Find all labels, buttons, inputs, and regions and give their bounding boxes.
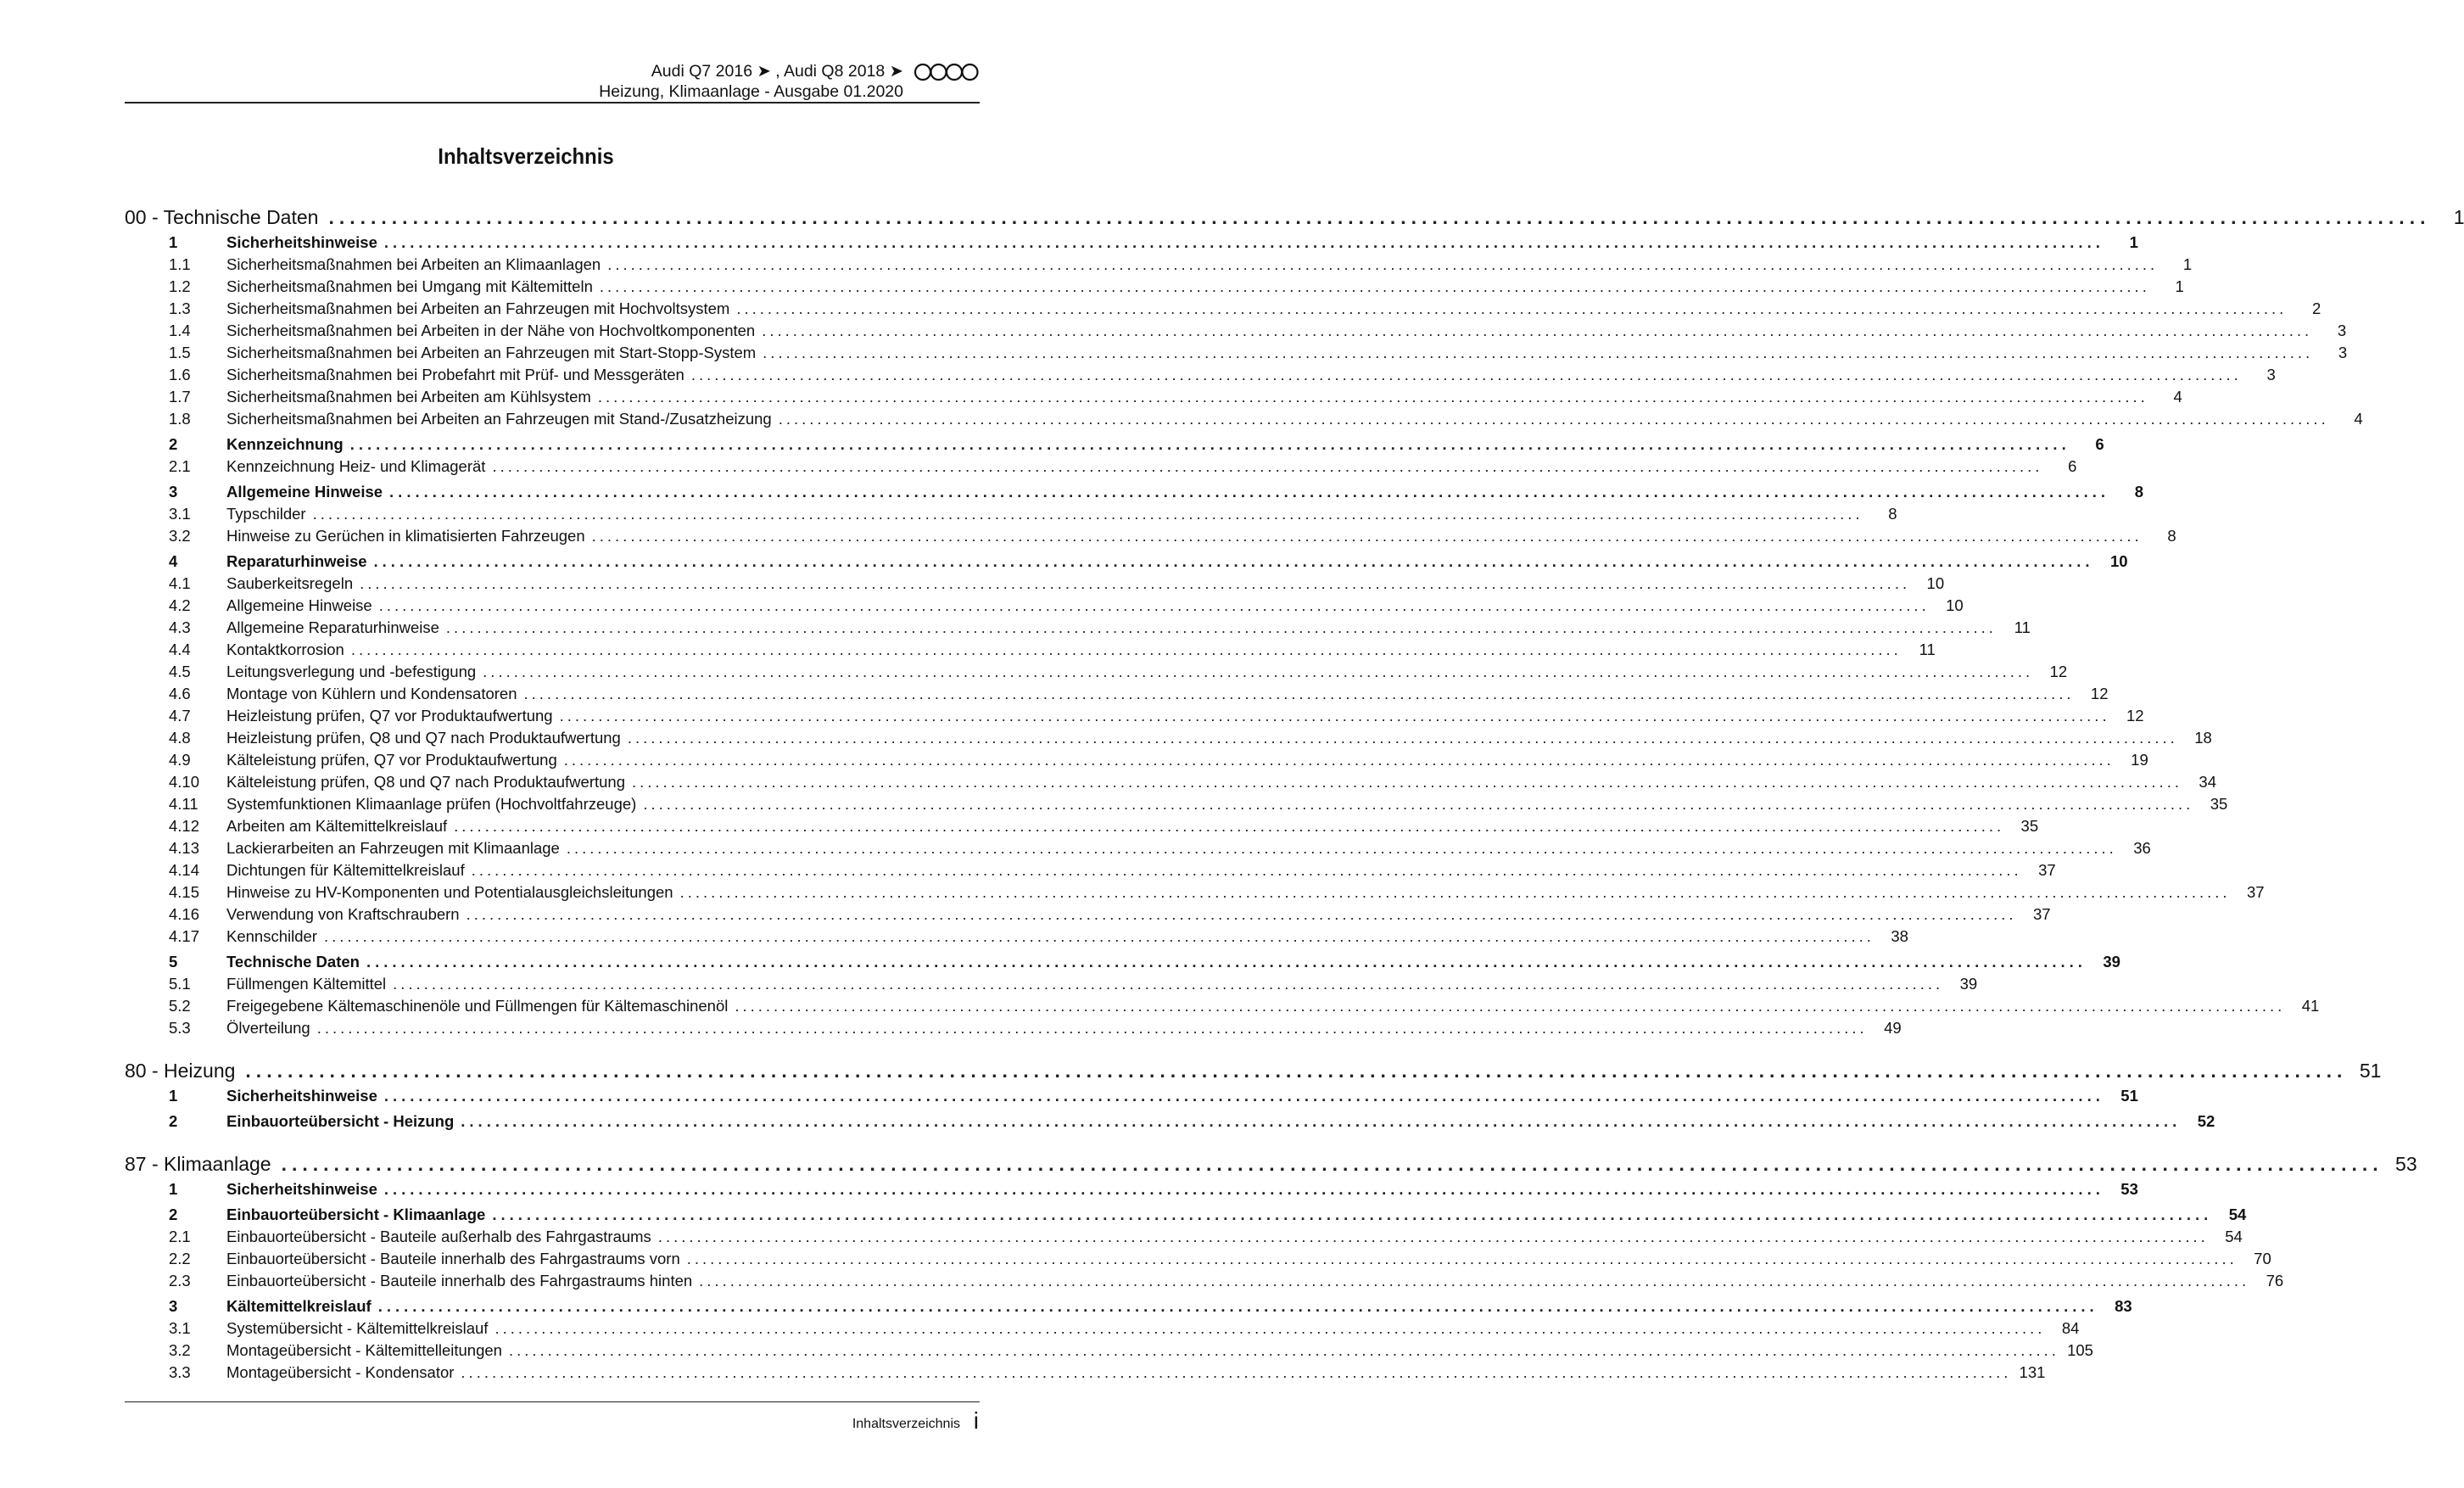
toc-section-row[interactable]: [125, 552, 2128, 574]
toc-entry-number: 4.2: [169, 596, 191, 614]
toc-page-number: 37: [2033, 905, 2051, 923]
toc-subsection-row[interactable]: [125, 457, 2077, 479]
toc-subsection-row[interactable]: [125, 1272, 2284, 1294]
toc-entry-title: Sicherheitshinweise: [226, 1087, 377, 1105]
toc-dot-leader: ........................................................................................................................................................................................................: [494, 1319, 2046, 1337]
toc-dot-leader: ........................................................................................................................................................................................................: [445, 618, 1997, 636]
toc-entry-title: Sicherheitsmaßnahmen bei Arbeiten an Fahrzeugen mit Stand-/Zusatzheizung: [226, 410, 772, 428]
toc-entry-number: 4.6: [169, 685, 191, 702]
toc-entry-number: 4.12: [169, 817, 200, 835]
toc-entry-number: 1.2: [169, 277, 191, 295]
toc-dot-leader: ........................................................................................................................................................................................................: [471, 861, 2022, 879]
toc-subsection-row[interactable]: [125, 883, 2265, 905]
toc-dot-leader: ........................................................................................................................................................................................................: [377, 1297, 2098, 1315]
toc-dot-leader: ........................................................................................................................................................................................................: [378, 596, 1930, 614]
toc-subsection-row[interactable]: [125, 527, 2176, 549]
toc-section-row[interactable]: [125, 953, 2120, 975]
toc-page-number: 51: [2359, 1060, 2382, 1082]
toc-subsection-row[interactable]: [125, 596, 1964, 618]
toc-subsection-row[interactable]: [125, 574, 1945, 596]
toc-subsection-row[interactable]: [125, 795, 2228, 817]
toc-page-number: 54: [2225, 1228, 2243, 1245]
toc-entry-title: Kältemittelkreislauf: [226, 1297, 372, 1315]
toc-subsection-row[interactable]: [125, 277, 2184, 299]
toc-entry-number: 1.4: [169, 322, 191, 339]
toc-page-number: 4: [2173, 388, 2182, 406]
toc-page-number: 8: [1888, 505, 1897, 523]
toc-page-number: 11: [2014, 618, 2031, 636]
toc-page-number: 34: [2199, 773, 2216, 791]
toc-entry-number: 4.15: [169, 883, 200, 901]
toc-dot-leader: ........................................................................................................................................................................................................: [686, 1250, 2238, 1267]
toc-entry-title: Hinweise zu Gerüchen in klimatisierten Fahrzeugen: [226, 527, 585, 545]
toc-dot-leader: ........................................................................................................................................................................................................: [599, 277, 2150, 295]
toc-subsection-row[interactable]: [125, 322, 2347, 344]
toc-page-number: 1: [2129, 233, 2138, 251]
toc-entry-title: Montageübersicht - Kondensator: [226, 1363, 455, 1381]
toc-dot-leader: ........................................................................................................................................................................................................: [690, 366, 2242, 383]
toc-entry-number: 2.1: [169, 457, 191, 475]
toc-subsection-row[interactable]: [125, 505, 1897, 527]
toc-entry-number: 1: [169, 1087, 178, 1105]
toc-page-number: 76: [2266, 1272, 2284, 1289]
toc-page-number: 53: [2120, 1180, 2138, 1198]
toc-subsection-row[interactable]: [125, 729, 2212, 751]
toc-entry-title: Allgemeine Hinweise: [226, 596, 372, 614]
toc-entry-title: Sicherheitsmaßnahmen bei Umgang mit Kältemitteln: [226, 277, 593, 295]
toc-subsection-row[interactable]: [125, 927, 1908, 949]
toc-entry-title: Kennschilder: [226, 927, 317, 945]
footer-label: Inhaltsverzeichnis: [852, 1417, 960, 1431]
toc-entry-title: Einbauorteübersicht - Bauteile innerhalb des Fahrgastraums vorn: [226, 1250, 680, 1267]
toc-entry-title: Montageübersicht - Kältemittelleitungen: [226, 1341, 502, 1359]
toc-chapter-row[interactable]: [125, 1060, 2382, 1083]
toc-dot-leader: ........................................................................................................................................................................................................: [349, 435, 2070, 453]
toc-page-number: 36: [2133, 839, 2151, 857]
toc-subsection-row[interactable]: [125, 388, 2182, 410]
page-title: Inhaltsverzeichnis: [438, 143, 614, 169]
toc-entry-title: Montage von Kühlern und Kondensatoren: [226, 685, 517, 702]
toc-entry-title: Freigegebene Kältemaschinenöle und Füllmengen für Kältemaschinenöl: [226, 997, 729, 1015]
toc-dot-leader: ........................................................................................................................................................................................................: [383, 1087, 2104, 1105]
toc-entry-title: Sicherheitshinweise: [226, 1180, 377, 1198]
toc-entry-number: 3: [169, 1297, 178, 1315]
toc-entry-number: 5.2: [169, 997, 191, 1015]
header-vehicle-models: Audi Q7 2016 ➤ , Audi Q8 2018 ➤: [651, 62, 903, 81]
toc-dot-leader: ........................................................................................................................................................................................................: [778, 410, 2329, 428]
toc-subsection-row[interactable]: [125, 975, 1978, 997]
toc-page-number: 8: [2167, 527, 2176, 545]
toc-section-row[interactable]: [125, 1297, 2132, 1319]
toc-page-number: 19: [2131, 751, 2148, 769]
toc-section-row[interactable]: [125, 1112, 2215, 1134]
toc-page-number: 8: [2134, 483, 2144, 501]
toc-subsection-row[interactable]: [125, 817, 2039, 839]
toc-entry-title: Sicherheitshinweise: [226, 233, 377, 251]
toc-page-number: 3: [2337, 322, 2347, 339]
header-manual-edition: Heizung, Klimaanlage - Ausgabe 01.2020: [599, 82, 903, 101]
toc-entry-title: Füllmengen Kältemittel: [226, 975, 387, 993]
toc-subsection-row[interactable]: [125, 861, 2056, 883]
toc-page-number: 35: [2210, 795, 2228, 813]
toc-dot-leader: ........................................................................................................................................................................................................: [383, 233, 2104, 251]
toc-entry-title: Einbauorteübersicht - Bauteile außerhalb des Fahrgastraums: [226, 1228, 651, 1245]
toc-page-number: 53: [2395, 1153, 2417, 1175]
toc-subsection-row[interactable]: [125, 410, 2363, 432]
toc-entry-title: Systemfunktionen Klimaanlage prüfen (Hochvoltfahrzeuge): [226, 795, 637, 813]
toc-entry-title: Leitungsverlegung und -befestigung: [226, 663, 477, 680]
toc-dot-leader: ........................................................................................................................................................................................................: [389, 483, 2110, 501]
toc-dot-leader: ........................................................................................................................................................................................................: [366, 953, 2087, 971]
toc-dot-leader: ........................................................................................................................................................................................................: [323, 927, 1875, 945]
toc-dot-leader: ........................................................................................................................................................................................................: [597, 388, 2148, 406]
toc-entry-title: Einbauorteübersicht - Bauteile innerhalb des Fahrgastraums hinten: [226, 1272, 693, 1289]
toc-section-row[interactable]: [125, 1206, 2247, 1228]
toc-dot-leader: ........................................................................................................................................................................................................: [559, 707, 2110, 724]
toc-entry-title: Lackierarbeiten an Fahrzeugen mit Klimaanlage: [226, 839, 560, 857]
toc-subsection-row[interactable]: [125, 707, 2144, 729]
toc-dot-leader: ........................................................................................................................................................................................................: [735, 997, 2286, 1015]
toc-page-number: 6: [2068, 457, 2077, 475]
audi-rings-logo-icon: [914, 63, 980, 81]
toc-dot-leader: ........................................................................................................................................................................................................: [763, 344, 2314, 361]
toc-entry-title: Hinweise zu HV-Komponenten und Potentialausgleichsleitungen: [226, 883, 673, 901]
toc-dot-leader: ........................................................................................................................................................................................................: [461, 1363, 2012, 1381]
toc-entry-title: Systemübersicht - Kältemittelkreislauf: [226, 1319, 489, 1337]
toc-entry-title: Sicherheitsmaßnahmen bei Arbeiten an Fahrzeugen mit Hochvoltsystem: [226, 299, 730, 317]
toc-subsection-row[interactable]: [125, 1250, 2271, 1272]
toc-entry-number: 3: [169, 483, 178, 501]
toc-page-number: 49: [1884, 1019, 1902, 1037]
toc-entry-title: Typschilder: [226, 505, 306, 523]
toc-entry-title: Technische Daten: [226, 953, 360, 971]
toc-dot-leader: ........................................................................................................................................................................................................: [679, 883, 2231, 901]
toc-entry-title: Ölverteilung: [226, 1019, 310, 1037]
toc-dot-leader: ........................................................................................................................................................................................................: [643, 795, 2194, 813]
toc-page-number: 105: [2067, 1341, 2093, 1359]
toc-entry-number: 5.3: [169, 1019, 191, 1037]
toc-page-number: 10: [1926, 574, 1945, 592]
toc-dot-leader: ........................................................................................................................................................................................................: [393, 975, 1944, 993]
toc-dot-leader: ........................................................................................................................................................................................................: [523, 685, 2075, 702]
toc-entry-title: Sicherheitsmaßnahmen bei Arbeiten an Fahrzeugen mit Start-Stopp-System: [226, 344, 757, 361]
toc-entry-title: Sicherheitsmaßnahmen bei Probefahrt mit Prüf- und Messgeräten: [226, 366, 684, 383]
page-header: [125, 58, 980, 103]
toc-page-number: 38: [1891, 927, 1908, 945]
toc-page-number: 70: [2254, 1250, 2271, 1267]
footer-page-number: i: [973, 1407, 979, 1434]
toc-entry-number: 2: [169, 1206, 178, 1223]
toc-subsection-row[interactable]: [125, 299, 2322, 322]
toc-section-row[interactable]: [125, 1180, 2138, 1202]
toc-dot-leader: ........................................................................................................................................................................................................: [508, 1341, 2059, 1359]
toc-dot-leader: ........................................................................................................................................................................................................: [483, 663, 2034, 680]
toc-section-row[interactable]: [125, 483, 2144, 505]
toc-dot-leader: ........................................................................................................................................................................................................: [373, 552, 2094, 570]
toc-entry-title: Heizleistung prüfen, Q7 vor Produktaufwertung: [226, 707, 553, 724]
toc-page-number: 10: [2109, 552, 2128, 570]
toc-entry-number: 4.13: [169, 839, 200, 857]
toc-entry-title: Einbauorteübersicht - Heizung: [226, 1112, 455, 1130]
toc-subsection-row[interactable]: [125, 997, 2320, 1019]
toc-entry-number: 4.16: [169, 905, 200, 923]
toc-subsection-row[interactable]: [125, 1228, 2243, 1250]
toc-entry-number: 4.3: [169, 618, 191, 636]
toc-page-number: 41: [2301, 997, 2320, 1015]
toc-entry-title: Sauberkeitsregeln: [226, 574, 354, 592]
toc-entry-title: Reparaturhinweise: [226, 552, 367, 570]
toc-page-number: 18: [2194, 729, 2212, 747]
toc-page-number: 12: [2049, 663, 2068, 680]
toc-dot-leader: ........................................................................................................................................................................................................: [316, 1019, 1868, 1037]
toc-entry-title: Einbauorteübersicht - Klimaanlage: [226, 1206, 486, 1223]
toc-page-number: 12: [2126, 707, 2144, 724]
table-of-contents: [125, 206, 2464, 1385]
toc-entry-number: 3.3: [169, 1363, 191, 1381]
toc-entry-number: 3.1: [169, 505, 191, 523]
toc-dot-leader: ........................................................................................................................................................................................................: [466, 905, 2017, 923]
toc-entry-number: 4.14: [169, 861, 200, 879]
toc-entry-number: 3.2: [169, 527, 191, 545]
toc-entry-title: Arbeiten am Kältemittelkreislauf: [226, 817, 448, 835]
toc-dot-leader: ........................................................................................................................................................................................................: [762, 322, 2313, 339]
toc-dot-leader: ........................................................................................................................................................................................................: [328, 206, 2431, 228]
toc-entry-number: 2: [169, 1112, 178, 1130]
toc-entry-number: 4.1: [169, 574, 191, 592]
toc-dot-leader: ........................................................................................................................................................................................................: [563, 751, 2115, 769]
toc-entry-number: 1.1: [169, 255, 191, 273]
toc-entry-number: 5.1: [169, 975, 191, 993]
toc-entry-number: 4.5: [169, 663, 191, 680]
toc-section-row[interactable]: [125, 435, 2104, 457]
toc-subsection-row[interactable]: [125, 255, 2193, 277]
toc-page-number: 84: [2061, 1319, 2080, 1337]
toc-page-number: 10: [1946, 596, 1964, 614]
toc-entry-title: Allgemeine Hinweise: [226, 483, 383, 501]
toc-subsection-row[interactable]: [125, 751, 2148, 773]
toc-entry-number: 1: [169, 1180, 178, 1198]
toc-dot-leader: ........................................................................................................................................................................................................: [632, 773, 2182, 791]
toc-entry-number: 1: [169, 233, 178, 251]
toc-subsection-row[interactable]: [125, 685, 2109, 707]
toc-page-number: 83: [2115, 1297, 2132, 1315]
toc-entry-number: 3.2: [169, 1341, 191, 1359]
toc-entry-number: 4.7: [169, 707, 191, 724]
toc-entry-number: 4.9: [169, 751, 191, 769]
toc-subsection-row[interactable]: [125, 618, 2031, 641]
toc-page-number: 4: [2354, 410, 2363, 428]
toc-entry-title: Kennzeichnung: [226, 435, 344, 453]
toc-page-number: 39: [1959, 975, 1978, 993]
toc-page-number: 11: [1919, 641, 1936, 658]
toc-dot-leader: ........................................................................................................................................................................................................: [566, 839, 2117, 857]
toc-dot-leader: ........................................................................................................................................................................................................: [627, 729, 2178, 747]
toc-subsection-row[interactable]: [125, 663, 2068, 685]
toc-dot-leader: ........................................................................................................................................................................................................: [461, 1112, 2182, 1130]
toc-dot-leader: ........................................................................................................................................................................................................: [312, 505, 1863, 523]
toc-subsection-row[interactable]: [125, 344, 2348, 366]
toc-page-number: 1: [2453, 206, 2464, 228]
toc-dot-leader: ........................................................................................................................................................................................................: [607, 255, 2159, 273]
toc-entry-number: 4.4: [169, 641, 191, 658]
toc-dot-leader: ........................................................................................................................................................................................................: [736, 299, 2288, 317]
toc-page-number: 35: [2020, 817, 2039, 835]
toc-entry-title: Kälteleistung prüfen, Q8 und Q7 nach Produktaufwertung: [226, 773, 625, 791]
toc-page-number: 6: [2095, 435, 2104, 453]
toc-dot-leader: ........................................................................................................................................................................................................: [699, 1272, 2250, 1289]
toc-page-number: 52: [2197, 1112, 2215, 1130]
toc-entry-number: 4.17: [169, 927, 200, 945]
toc-page-number: 12: [2090, 685, 2109, 702]
toc-entry-title: Sicherheitsmaßnahmen bei Arbeiten am Kühlsystem: [226, 388, 591, 406]
toc-section-row[interactable]: [125, 233, 2138, 255]
toc-dot-leader: ........................................................................................................................................................................................................: [591, 527, 2143, 545]
toc-dot-leader: ........................................................................................................................................................................................................: [281, 1153, 2383, 1175]
toc-entry-title: 80 - Heizung: [125, 1060, 236, 1082]
toc-entry-number: 2.1: [169, 1228, 191, 1245]
toc-entry-number: 4.10: [169, 773, 200, 791]
toc-subsection-row[interactable]: [125, 1319, 2080, 1341]
footer-divider: [125, 1401, 980, 1402]
toc-entry-title: Kälteleistung prüfen, Q7 vor Produktaufwertung: [226, 751, 557, 769]
toc-entry-number: 4.11: [169, 795, 198, 813]
toc-subsection-row[interactable]: [125, 1363, 2046, 1385]
toc-chapter-row[interactable]: [125, 1153, 2417, 1177]
toc-page-number: 51: [2120, 1087, 2138, 1105]
header-text: [599, 61, 903, 102]
toc-page-number: 1: [2175, 277, 2184, 295]
toc-subsection-row[interactable]: [125, 641, 1936, 663]
toc-entry-number: 1.8: [169, 410, 191, 428]
toc-entry-number: 4: [169, 552, 178, 570]
toc-entry-number: 3.1: [169, 1319, 191, 1337]
toc-dot-leader: ........................................................................................................................................................................................................: [350, 641, 1902, 658]
toc-page-number: 131: [2019, 1363, 2046, 1381]
toc-page-number: 37: [2038, 861, 2056, 879]
toc-section-row[interactable]: [125, 1087, 2138, 1109]
toc-entry-number: 5: [169, 953, 178, 971]
toc-subsection-row[interactable]: [125, 839, 2151, 861]
toc-dot-leader: ........................................................................................................................................................................................................: [657, 1228, 2209, 1245]
toc-entry-number: 1.5: [169, 344, 191, 361]
toc-subsection-row[interactable]: [125, 1341, 2093, 1363]
toc-page-number: 37: [2246, 883, 2265, 901]
toc-chapter-row[interactable]: [125, 206, 2464, 230]
toc-entry-title: Allgemeine Reparaturhinweise: [226, 618, 439, 636]
toc-entry-number: 2: [169, 435, 178, 453]
toc-subsection-row[interactable]: [125, 773, 2216, 795]
toc-page-number: 3: [2338, 344, 2348, 361]
toc-entry-title: Verwendung von Kraftschraubern: [226, 905, 460, 923]
toc-dot-leader: ........................................................................................................................................................................................................: [492, 1206, 2213, 1223]
toc-page-number: 1: [2182, 255, 2193, 273]
toc-dot-leader: ........................................................................................................................................................................................................: [492, 457, 2043, 475]
toc-subsection-row[interactable]: [125, 905, 2051, 927]
toc-entry-number: 1.6: [169, 366, 191, 383]
toc-entry-title: 87 - Klimaanlage: [125, 1153, 271, 1175]
toc-dot-leader: ........................................................................................................................................................................................................: [360, 574, 1911, 592]
toc-dot-leader: ........................................................................................................................................................................................................: [383, 1180, 2104, 1198]
toc-entry-title: 00 - Technische Daten: [125, 206, 319, 228]
toc-entry-number: 4.8: [169, 729, 191, 747]
toc-entry-title: Kennzeichnung Heiz- und Klimagerät: [226, 457, 486, 475]
toc-dot-leader: ........................................................................................................................................................................................................: [245, 1060, 2348, 1082]
toc-dot-leader: ........................................................................................................................................................................................................: [454, 817, 2005, 835]
toc-page-number: 54: [2228, 1206, 2247, 1223]
toc-subsection-row[interactable]: [125, 1019, 1902, 1041]
toc-page-number: 3: [2266, 366, 2276, 383]
toc-entry-title: Heizleistung prüfen, Q8 und Q7 nach Produktaufwertung: [226, 729, 621, 747]
toc-entry-number: 2.3: [169, 1272, 191, 1289]
toc-entry-number: 1.7: [169, 388, 191, 406]
toc-entry-number: 2.2: [169, 1250, 191, 1267]
toc-page-number: 39: [2103, 953, 2120, 971]
toc-entry-title: Sicherheitsmaßnahmen bei Arbeiten in der Nähe von Hochvoltkomponenten: [226, 322, 756, 339]
toc-page-number: 2: [2312, 299, 2322, 317]
toc-entry-title: Kontaktkorrosion: [226, 641, 344, 658]
toc-entry-title: Sicherheitsmaßnahmen bei Arbeiten an Klimaanlagen: [226, 255, 601, 273]
toc-entry-number: 1.3: [169, 299, 191, 317]
toc-subsection-row[interactable]: [125, 366, 2276, 388]
toc-entry-title: Dichtungen für Kältemittelkreislauf: [226, 861, 465, 879]
